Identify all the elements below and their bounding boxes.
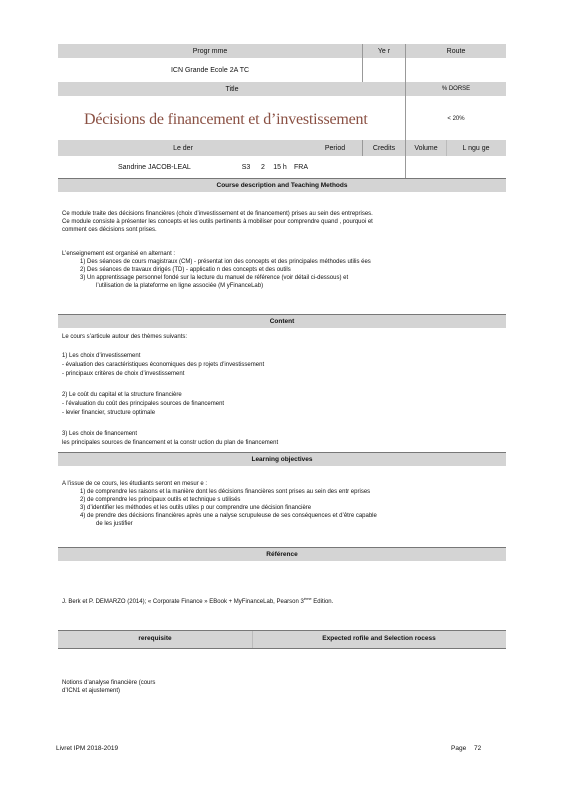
dorse-value: < 20% <box>447 116 465 122</box>
teaching-item: 3) Un apprentissage personnel fondé sur la lecture du manuel de référence (voir détail ci-dessous) et <box>80 275 349 281</box>
credits-label: Credits <box>372 144 396 152</box>
program-header-row <box>58 44 506 58</box>
objective-item: 1) de comprendre les raisons et la manière dont les décisions financières sont prises au sein des entr eprises <box>80 489 371 495</box>
teaching-item: l’utilisation de la plateforme en ligne associée (M yFinanceLab) <box>96 283 264 289</box>
prereq-line: Notions d’analyse financière (cours <box>62 680 156 686</box>
volume-value: 15 h <box>273 163 287 171</box>
title-header-row <box>58 82 506 96</box>
language-label: L ngu ge <box>462 144 490 152</box>
objective-item: 3) d’identifier les méthodes et les outils utiles p our comprendre une décision financière <box>80 505 312 511</box>
footer-page-number: 72 <box>474 745 482 752</box>
program-label: Progr mme <box>192 47 228 55</box>
content-section-title: Content <box>58 315 506 328</box>
content-intro: Le cours s’articule autour des thèmes suivants: <box>62 334 188 340</box>
content-line: - levier financier, structure optimale <box>62 410 156 416</box>
prereq-divider <box>252 631 253 648</box>
dorse-label: % DORSE <box>441 86 471 92</box>
objective-item: 4) de prendre des décisions financières après une a nalyse scrupuleuse de ses conséquences et d’être capable <box>80 513 377 519</box>
leader-header-row <box>58 140 506 156</box>
title-label: Title <box>225 85 239 93</box>
language-value: FRA <box>294 163 308 171</box>
content-line: - principaux critères de choix d’investissement <box>62 371 185 377</box>
leader-value: Sandrine JACOB-LEAL <box>118 163 191 171</box>
objectives-section-title: Learning objectives <box>58 453 506 466</box>
description-line: Ce module traite des décisions financières (choix d’investissement et de financement) prises au sein des entreprises. <box>62 211 373 217</box>
content-line: - l’évaluation du coût des principales sources de financement <box>62 401 225 407</box>
teaching-item: 1) Des séances de cours magistraux (CM) - présentat ion des concepts et des principales méthodes utilis ées <box>80 259 371 265</box>
prereq-line: d’ICN1 et ajustement) <box>62 688 121 694</box>
section-line <box>58 648 506 649</box>
objective-item: 2) de comprendre les principaux outils et technique s utilisés <box>80 497 241 503</box>
description-line: Ce module consiste à présenter les concepts et les outils pertinents à mobiliser pour comprendre quand , pourquoi et <box>62 219 373 225</box>
content-line: - évaluation des caractéristiques économiques des p rojets d’investissement <box>62 362 265 368</box>
program-value: ICN Grande Ecole 2A TC <box>170 66 250 74</box>
description-section-title: Course description and Teaching Methods <box>58 179 506 192</box>
content-line: 2) Le coût du capital et la structure financière <box>62 392 182 398</box>
footer-page-label: Page <box>451 745 467 752</box>
header-divider <box>405 44 406 178</box>
prereq-header-row <box>58 631 506 648</box>
year-label: Ye r <box>377 47 391 55</box>
content-line: les principales sources de financement et la constr uction du plan de financement <box>62 440 279 446</box>
route-label: Route <box>446 47 466 55</box>
reference-text <box>62 595 333 606</box>
credits-value: 2 <box>261 163 265 171</box>
period-value: S3 <box>241 163 251 171</box>
description-line: comment ces décisions sont prises. <box>62 227 157 233</box>
teaching-item: 2) Des séances de travaux dirigés (TD) - applicatio n des concepts et des outils <box>80 267 291 273</box>
teaching-intro: L’enseignement est organisé en alternant : <box>62 251 176 257</box>
reference-section-title: Référence <box>58 548 506 561</box>
expected-title: Expected rofile and Selection rocess <box>322 635 436 643</box>
leader-label: Le der <box>173 144 193 152</box>
leader-value-row <box>58 156 506 178</box>
footer-left: Livret IPM 2018-2019 <box>56 745 119 752</box>
volume-label: Volume <box>414 144 438 152</box>
header-divider <box>362 44 363 82</box>
program-value-row <box>58 58 506 82</box>
content-line: 3) Les choix de financement <box>62 431 138 437</box>
header-divider <box>362 140 363 156</box>
reference-main: J. Berk et P. DEMARZO (2014); « Corporate Finance » EBook + MyFinanceLab, Pearson 3 <box>62 599 304 605</box>
reference-end: Edition. <box>313 599 334 605</box>
reference-sup: ème <box>303 596 312 601</box>
objective-item: de les justifier <box>96 521 133 527</box>
prereq-title: rerequisite <box>138 635 172 643</box>
period-label: Period <box>324 144 346 152</box>
objectives-intro: A l’issue de ce cours, les étudiants seront en mesur e : <box>62 481 208 487</box>
header-divider <box>446 140 447 156</box>
content-line: 1) Les choix d’investissement <box>62 353 141 359</box>
course-title: Décisions de financement et d’investissement <box>84 111 368 128</box>
